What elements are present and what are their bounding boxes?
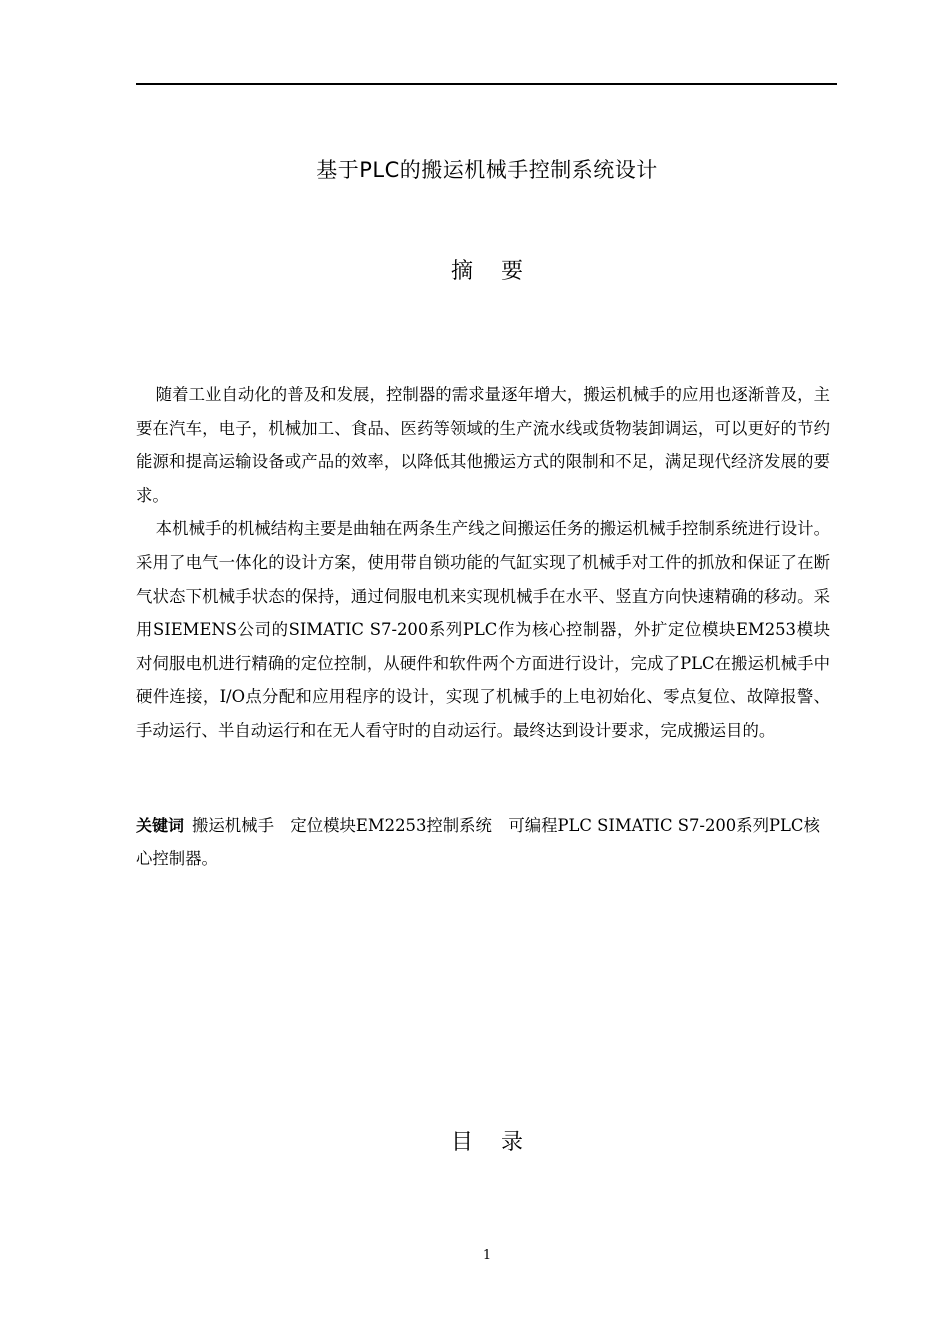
toc-heading: 目 录 [451, 1130, 523, 1155]
abstract-heading: 摘 要 [451, 259, 523, 284]
abstract-paragraph-2: 本机械手的机械结构主要是曲轴在两条生产线之间搬运任务的搬运机械手控制系统进行设计。采用了电气一体化的设计方案，使用带自锁功能的气缸实现了机械手对工件的抓放和保证了在断气状态下机械手状态的保持，通过伺服电机来实现机械手在水平、竖直方向快速精确的移动。采用SIEMENS公司的SIMATIC S7-200系列PLC作为核心控制器，外扩定位模块EM253模块对伺服电机进行精确的定位控制，从硬件和软件两个方面进行设计，完成了PLC在搬运机械手中硬件连接，I/O点分配和应用程序的设计，实现了机械手的上电初始化、零点复位、故障报警、手动运行、半自动运行和在无人看守时的自动运行。最终达到设计要求，完成搬运目的。 [136, 519, 830, 740]
keywords-line [136, 809, 830, 875]
abstract-body [136, 378, 830, 748]
header-rule [136, 83, 837, 85]
keywords-text: 搬运机械手 定位模块EM2253控制系统 可编程PLC SIMATIC S7-200系列PLC核心控制器。 [136, 816, 820, 868]
document-title: 基于PLC的搬运机械手控制系统设计 [316, 158, 658, 182]
keywords-label: 关键词 [136, 816, 185, 835]
abstract-paragraph-1: 随着工业自动化的普及和发展，控制器的需求量逐年增大，搬运机械手的应用也逐渐普及，主要在汽车，电子，机械加工、食品、医药等领域的生产流水线或货物装卸调运，可以更好的节约能源和提高运输设备或产品的效率，以降低其他搬运方式的限制和不足，满足现代经济发展的要求。 [136, 385, 830, 505]
page-number: 1 [482, 1248, 492, 1263]
